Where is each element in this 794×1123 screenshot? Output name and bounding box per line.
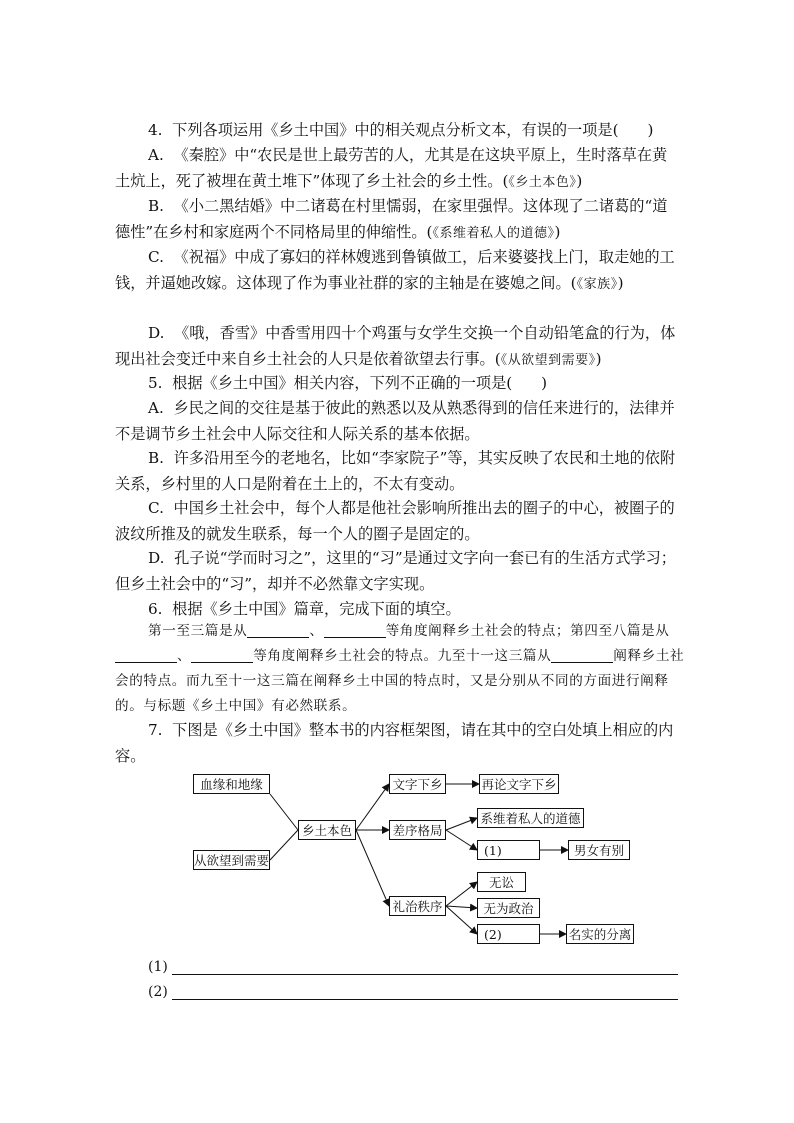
framework-diagram [190, 770, 640, 950]
q4-option-d: D. 《哦，香雪》中香雪用四十个鸡蛋与女学生交换一个自动铅笔盒的行为，体现出社会变迁中来自乡土社会的人只是依着欲望去行事。(《从欲望到需要》) [115, 324, 676, 368]
q4-option-c: C. 《祝福》中成了寡妇的祥林嫂逃到鲁镇做工，后来婆婆找上门，取走她的工钱，并逼她改嫁。这体现了作为事业社群的家的主轴是在婆媳之间。(《家族》) [115, 248, 675, 292]
node-wenzi-xiaxiang: 文字下乡 [389, 774, 446, 794]
node-xueyuan-diyuan: 血缘和地缘 [193, 774, 270, 794]
q5-stem: 5. 根据《乡土中国》相关内容，下列不正确的一项是( ) [148, 374, 548, 392]
q4-option-a: A. 《秦腔》中“农民是世上最劳苦的人，尤其是在这块平原上，生时落草在黄土炕上，死了被埋在黄土堆下”体现了乡土社会的乡土性。(《乡土本色》) [115, 146, 668, 190]
answer-rule-1 [172, 974, 678, 975]
q6-stem: 6. 根据《乡土中国》篇章，完成下面的填空。 [148, 600, 461, 618]
q4-stem: 4. 下列各项运用《乡土中国》中的相关观点分析文本，有误的一项是( ) [148, 121, 654, 139]
node-mingshi-fenli: 名实的分离 [566, 924, 634, 944]
fill-blank[interactable] [247, 623, 309, 638]
node-blank-1[interactable]: (1) [477, 840, 540, 860]
q7-stem: 7. 下图是《乡土中国》整本书的内容框架图，请在其中的空白处填上相应的内容。 [115, 721, 674, 765]
node-nannv-youbie: 男女有别 [568, 840, 630, 860]
node-lizhi-zhixu: 礼治秩序 [389, 896, 446, 916]
fill-blank[interactable] [191, 648, 253, 663]
fill-blank[interactable] [551, 648, 613, 663]
node-yuwang-xuyao: 从欲望到需要 [193, 850, 270, 870]
q5-option-d: D. 孔子说“学而时习之”，这里的“习”是通过文字向一套已有的生活方式学习；但乡土社会中的“习”，却并不必然靠文字实现。 [115, 549, 676, 593]
q4-option-c-tag: 《家族》 [576, 276, 618, 292]
q5-option-a: A. 乡民之间的交往是基于彼此的熟悉以及从熟悉得到的信任来进行的，法律并不是调节乡土社会中人际交往和人际关系的基本依据。 [115, 399, 675, 443]
node-zailun-wenzi: 再论文字下乡 [479, 774, 559, 794]
fill-blank[interactable] [324, 623, 386, 638]
node-xiangtu-bense: 乡土本色 [298, 820, 356, 840]
q5-option-b: B. 许多沿用至今的老地名，比如“李家院子”等，其实反映了农民和土地的依附关系，乡村里的人口是附着在土上的，不太有变动。 [115, 449, 676, 493]
node-blank-2[interactable]: (2) [477, 924, 540, 944]
q4-option-b: B. 《小二黑结婚》中二诸葛在村里懦弱，在家里强悍。这体现了二诸葛的“道德性”在乡村和家庭两个不同格局里的伸缩性。(《系维着私人的道德》) [115, 197, 668, 241]
answer-label-1: (1) [148, 959, 168, 975]
answer-rule-2 [172, 999, 678, 1000]
fill-blank[interactable] [115, 648, 177, 663]
q5-option-c: C. 中国乡土社会中，每个人都是他社会影响所推出去的圈子的中心，被圈子的波纹所推及的就发生联系，每一个人的圈子是固定的。 [115, 499, 675, 543]
node-chaxu-geju: 差序格局 [389, 820, 446, 840]
q6-fill-text: 第一至三篇是从 、 等角度阐释乡土社会的特点；第四至八篇是从、 等角度阐释乡土社会的特点。九至十一这三篇从 阐释乡土社会的特点。而九至十一这三篇在阐释乡土中国的特点时，又是分别从不同的方面进行阐释的。与标题《乡土中国》有必然联系。 [115, 623, 685, 714]
q4-option-d-tag: 《从欲望到需要》 [500, 352, 596, 368]
node-wusong: 无讼 [477, 872, 526, 892]
q4-option-a-tag: 《乡土本色》 [508, 174, 577, 190]
answer-line-1[interactable] [148, 957, 678, 977]
answer-label-2: (2) [148, 984, 168, 1000]
q4-option-b-tag: 《系维着私人的道德》 [432, 225, 555, 241]
answer-line-2[interactable] [148, 982, 678, 1002]
node-xiwei-daode: 系维着私人的道德 [477, 808, 584, 828]
node-wuwei-zhengzhi: 无为政治 [477, 898, 540, 918]
